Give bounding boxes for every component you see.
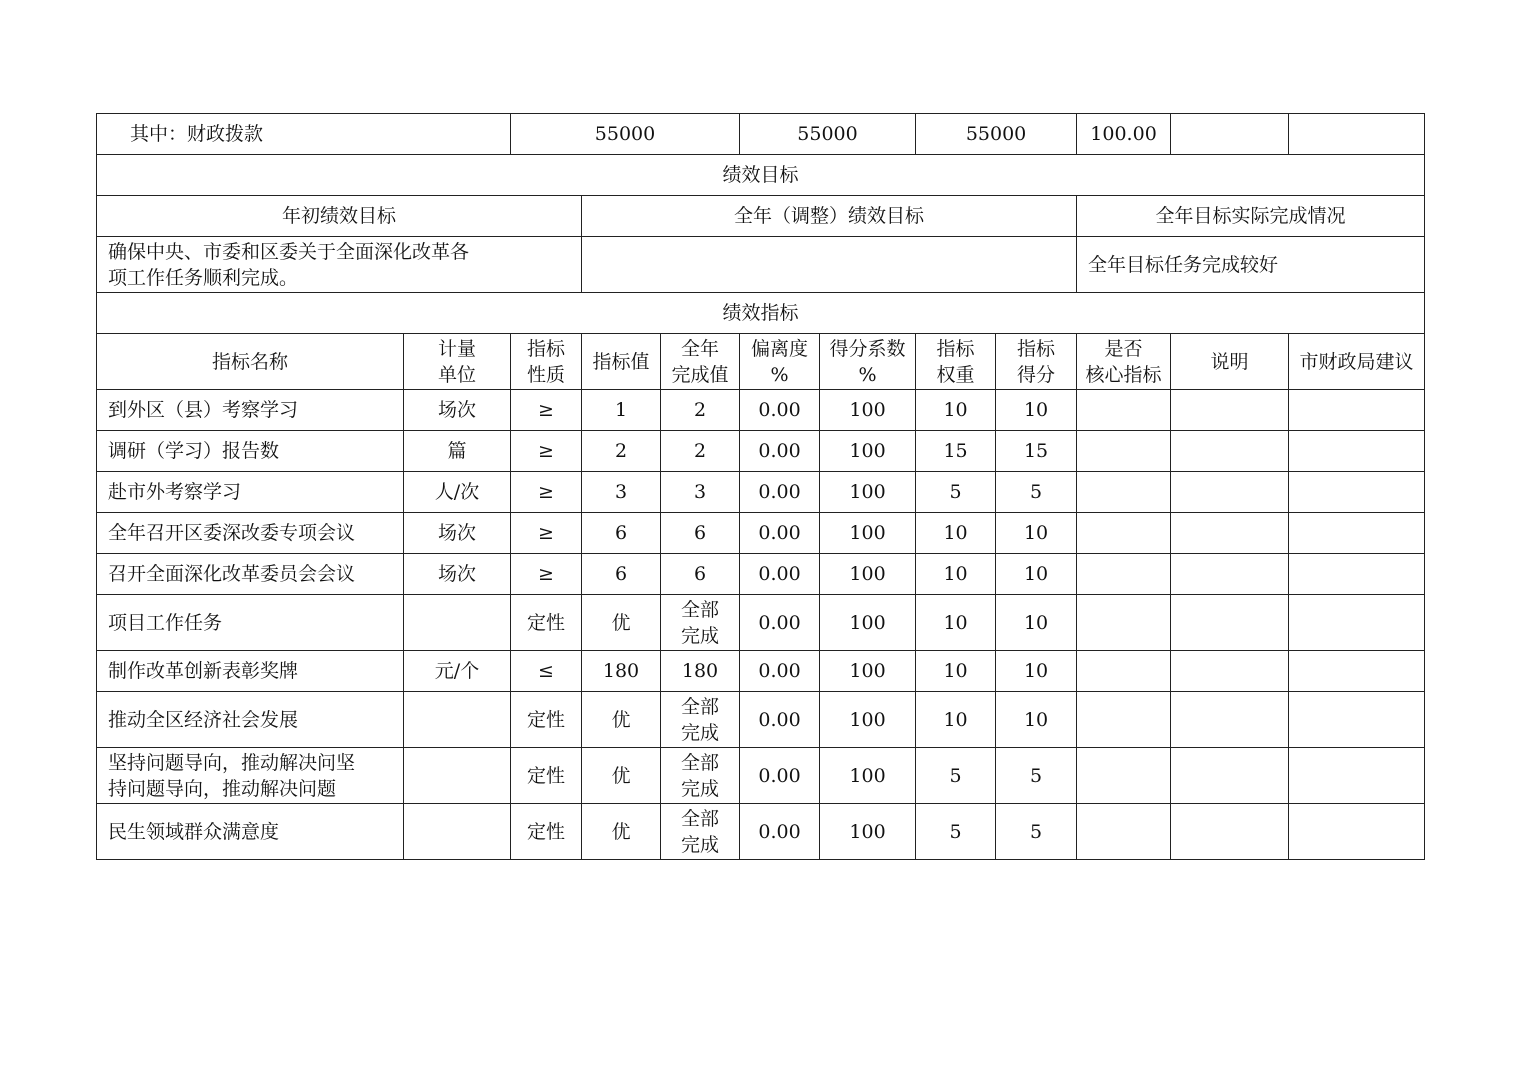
performance-table bbox=[96, 113, 1425, 860]
indicators-section-title: 绩效指标 bbox=[97, 293, 1425, 334]
indicator-coef-cell: 100 bbox=[820, 390, 916, 431]
funding-value bbox=[1171, 114, 1289, 155]
indicator-target-cell: 2 bbox=[582, 431, 661, 472]
indicator-target-cell: 优 bbox=[582, 748, 661, 804]
indicator-row bbox=[97, 554, 1425, 595]
funding-label: 其中：财政拨款 bbox=[97, 114, 511, 155]
indicator-row bbox=[97, 595, 1425, 651]
indicator-name-cell: 民生领域群众满意度 bbox=[97, 804, 404, 860]
indicator-target-cell: 优 bbox=[582, 692, 661, 748]
indicator-target-cell: 优 bbox=[582, 595, 661, 651]
indicator-name-cell: 赴市外考察学习 bbox=[97, 472, 404, 513]
indicator-target-cell: 3 bbox=[582, 472, 661, 513]
indicator-unit-cell bbox=[404, 692, 511, 748]
indicator-deviation-cell: 0.00 bbox=[740, 390, 820, 431]
funding-value: 100.00 bbox=[1077, 114, 1171, 155]
indicator-score-cell: 10 bbox=[996, 692, 1077, 748]
indicator-name-cell: 调研（学习）报告数 bbox=[97, 431, 404, 472]
indicator-nature-cell: 定性 bbox=[511, 692, 582, 748]
indicator-row bbox=[97, 472, 1425, 513]
indicator-note-cell bbox=[1171, 651, 1289, 692]
performance-sheet bbox=[96, 113, 1424, 860]
indicator-actual-cell: 全部 完成 bbox=[661, 804, 740, 860]
funding-value: 55000 bbox=[511, 114, 740, 155]
indicator-coef-cell: 100 bbox=[820, 804, 916, 860]
column-header: 指标值 bbox=[582, 334, 661, 390]
indicator-advice-cell bbox=[1289, 651, 1425, 692]
indicator-coef-cell: 100 bbox=[820, 431, 916, 472]
indicator-weight-cell: 5 bbox=[916, 748, 996, 804]
indicator-name-cell: 召开全面深化改革委员会会议 bbox=[97, 554, 404, 595]
indicator-actual-cell: 2 bbox=[661, 431, 740, 472]
indicator-weight-cell: 15 bbox=[916, 431, 996, 472]
indicator-score-cell: 5 bbox=[996, 804, 1077, 860]
indicator-score-cell: 5 bbox=[996, 748, 1077, 804]
goals-actual-text: 全年目标任务完成较好 bbox=[1077, 237, 1425, 293]
indicator-note-cell bbox=[1171, 390, 1289, 431]
indicator-actual-cell: 3 bbox=[661, 472, 740, 513]
column-header: 计量 单位 bbox=[404, 334, 511, 390]
indicator-unit-cell: 场次 bbox=[404, 390, 511, 431]
indicator-deviation-cell: 0.00 bbox=[740, 692, 820, 748]
indicator-unit-cell bbox=[404, 595, 511, 651]
indicator-row bbox=[97, 651, 1425, 692]
indicator-name-cell: 到外区（县）考察学习 bbox=[97, 390, 404, 431]
indicator-unit-cell bbox=[404, 804, 511, 860]
indicator-nature-cell: ≥ bbox=[511, 390, 582, 431]
indicator-advice-cell bbox=[1289, 431, 1425, 472]
indicator-weight-cell: 10 bbox=[916, 692, 996, 748]
indicator-score-cell: 15 bbox=[996, 431, 1077, 472]
indicator-note-cell bbox=[1171, 692, 1289, 748]
indicator-name-cell: 项目工作任务 bbox=[97, 595, 404, 651]
indicator-target-cell: 6 bbox=[582, 554, 661, 595]
indicator-advice-cell bbox=[1289, 804, 1425, 860]
funding-row bbox=[97, 114, 1425, 155]
indicator-core-cell bbox=[1077, 595, 1171, 651]
indicator-nature-cell: ≥ bbox=[511, 472, 582, 513]
indicator-core-cell bbox=[1077, 651, 1171, 692]
funding-value: 55000 bbox=[740, 114, 916, 155]
indicator-name-cell: 制作改革创新表彰奖牌 bbox=[97, 651, 404, 692]
indicator-nature-cell: ≥ bbox=[511, 554, 582, 595]
indicator-actual-cell: 2 bbox=[661, 390, 740, 431]
column-header: 偏离度 % bbox=[740, 334, 820, 390]
indicator-advice-cell bbox=[1289, 692, 1425, 748]
column-header: 说明 bbox=[1171, 334, 1289, 390]
indicator-weight-cell: 10 bbox=[916, 390, 996, 431]
column-header: 是否 核心指标 bbox=[1077, 334, 1171, 390]
indicator-deviation-cell: 0.00 bbox=[740, 513, 820, 554]
indicator-deviation-cell: 0.00 bbox=[740, 472, 820, 513]
indicator-row bbox=[97, 804, 1425, 860]
indicator-advice-cell bbox=[1289, 513, 1425, 554]
column-header: 指标 权重 bbox=[916, 334, 996, 390]
indicator-name-cell: 坚持问题导向，推动解决问坚 持问题导向，推动解决问题 bbox=[97, 748, 404, 804]
indicators-header-row bbox=[97, 334, 1425, 390]
indicator-row bbox=[97, 692, 1425, 748]
indicator-score-cell: 5 bbox=[996, 472, 1077, 513]
indicator-nature-cell: ≥ bbox=[511, 431, 582, 472]
indicator-coef-cell: 100 bbox=[820, 651, 916, 692]
indicator-deviation-cell: 0.00 bbox=[740, 748, 820, 804]
indicator-coef-cell: 100 bbox=[820, 748, 916, 804]
indicator-core-cell bbox=[1077, 513, 1171, 554]
funding-value bbox=[1289, 114, 1425, 155]
indicator-note-cell bbox=[1171, 748, 1289, 804]
indicator-score-cell: 10 bbox=[996, 390, 1077, 431]
column-header: 指标名称 bbox=[97, 334, 404, 390]
indicator-unit-cell: 人/次 bbox=[404, 472, 511, 513]
indicator-note-cell bbox=[1171, 804, 1289, 860]
indicator-note-cell bbox=[1171, 431, 1289, 472]
indicator-coef-cell: 100 bbox=[820, 554, 916, 595]
indicator-nature-cell: 定性 bbox=[511, 748, 582, 804]
indicator-target-cell: 优 bbox=[582, 804, 661, 860]
column-header: 指标 性质 bbox=[511, 334, 582, 390]
indicator-unit-cell: 元/个 bbox=[404, 651, 511, 692]
indicator-core-cell bbox=[1077, 804, 1171, 860]
indicator-actual-cell: 6 bbox=[661, 554, 740, 595]
indicator-advice-cell bbox=[1289, 595, 1425, 651]
indicator-coef-cell: 100 bbox=[820, 692, 916, 748]
indicator-deviation-cell: 0.00 bbox=[740, 595, 820, 651]
indicator-note-cell bbox=[1171, 595, 1289, 651]
indicator-target-cell: 6 bbox=[582, 513, 661, 554]
indicator-advice-cell bbox=[1289, 554, 1425, 595]
goals-header-actual: 全年目标实际完成情况 bbox=[1077, 196, 1425, 237]
indicator-target-cell: 1 bbox=[582, 390, 661, 431]
indicator-name-cell: 推动全区经济社会发展 bbox=[97, 692, 404, 748]
column-header: 市财政局建议 bbox=[1289, 334, 1425, 390]
indicator-core-cell bbox=[1077, 554, 1171, 595]
indicator-row bbox=[97, 390, 1425, 431]
indicator-core-cell bbox=[1077, 431, 1171, 472]
indicator-deviation-cell: 0.00 bbox=[740, 651, 820, 692]
indicator-advice-cell bbox=[1289, 472, 1425, 513]
indicator-coef-cell: 100 bbox=[820, 513, 916, 554]
column-header: 指标 得分 bbox=[996, 334, 1077, 390]
goals-header-initial: 年初绩效目标 bbox=[97, 196, 582, 237]
indicator-unit-cell: 场次 bbox=[404, 554, 511, 595]
indicator-actual-cell: 全部 完成 bbox=[661, 748, 740, 804]
indicator-actual-cell: 180 bbox=[661, 651, 740, 692]
goals-content-row bbox=[97, 237, 1425, 293]
indicator-core-cell bbox=[1077, 472, 1171, 513]
indicator-weight-cell: 5 bbox=[916, 472, 996, 513]
indicator-actual-cell: 全部 完成 bbox=[661, 595, 740, 651]
indicator-deviation-cell: 0.00 bbox=[740, 804, 820, 860]
goals-header-adjusted: 全年（调整）绩效目标 bbox=[582, 196, 1077, 237]
indicator-note-cell bbox=[1171, 513, 1289, 554]
indicator-nature-cell: 定性 bbox=[511, 595, 582, 651]
indicator-weight-cell: 10 bbox=[916, 554, 996, 595]
indicator-weight-cell: 10 bbox=[916, 513, 996, 554]
indicator-core-cell bbox=[1077, 390, 1171, 431]
indicator-score-cell: 10 bbox=[996, 554, 1077, 595]
indicator-actual-cell: 全部 完成 bbox=[661, 692, 740, 748]
indicator-weight-cell: 10 bbox=[916, 595, 996, 651]
goals-adjusted-text bbox=[582, 237, 1077, 293]
column-header: 得分系数 % bbox=[820, 334, 916, 390]
indicator-note-cell bbox=[1171, 554, 1289, 595]
indicator-score-cell: 10 bbox=[996, 651, 1077, 692]
column-header: 全年 完成值 bbox=[661, 334, 740, 390]
indicators-title-row bbox=[97, 293, 1425, 334]
indicator-core-cell bbox=[1077, 748, 1171, 804]
goals-initial-text: 确保中央、市委和区委关于全面深化改革各 项工作任务顺利完成。 bbox=[97, 237, 582, 293]
indicator-score-cell: 10 bbox=[996, 595, 1077, 651]
goals-header-row bbox=[97, 196, 1425, 237]
indicator-nature-cell: ≤ bbox=[511, 651, 582, 692]
indicator-target-cell: 180 bbox=[582, 651, 661, 692]
indicator-note-cell bbox=[1171, 472, 1289, 513]
indicator-core-cell bbox=[1077, 692, 1171, 748]
indicator-nature-cell: 定性 bbox=[511, 804, 582, 860]
indicator-deviation-cell: 0.00 bbox=[740, 554, 820, 595]
goals-section-title: 绩效目标 bbox=[97, 155, 1425, 196]
indicator-unit-cell: 场次 bbox=[404, 513, 511, 554]
indicator-score-cell: 10 bbox=[996, 513, 1077, 554]
indicator-weight-cell: 10 bbox=[916, 651, 996, 692]
indicator-coef-cell: 100 bbox=[820, 472, 916, 513]
goals-title-row bbox=[97, 155, 1425, 196]
indicator-name-cell: 全年召开区委深改委专项会议 bbox=[97, 513, 404, 554]
indicator-advice-cell bbox=[1289, 390, 1425, 431]
indicator-weight-cell: 5 bbox=[916, 804, 996, 860]
indicator-deviation-cell: 0.00 bbox=[740, 431, 820, 472]
indicator-row bbox=[97, 513, 1425, 554]
indicator-unit-cell: 篇 bbox=[404, 431, 511, 472]
indicator-row bbox=[97, 748, 1425, 804]
funding-value: 55000 bbox=[916, 114, 1077, 155]
indicator-unit-cell bbox=[404, 748, 511, 804]
indicator-coef-cell: 100 bbox=[820, 595, 916, 651]
indicator-advice-cell bbox=[1289, 748, 1425, 804]
indicator-nature-cell: ≥ bbox=[511, 513, 582, 554]
indicator-actual-cell: 6 bbox=[661, 513, 740, 554]
indicator-row bbox=[97, 431, 1425, 472]
